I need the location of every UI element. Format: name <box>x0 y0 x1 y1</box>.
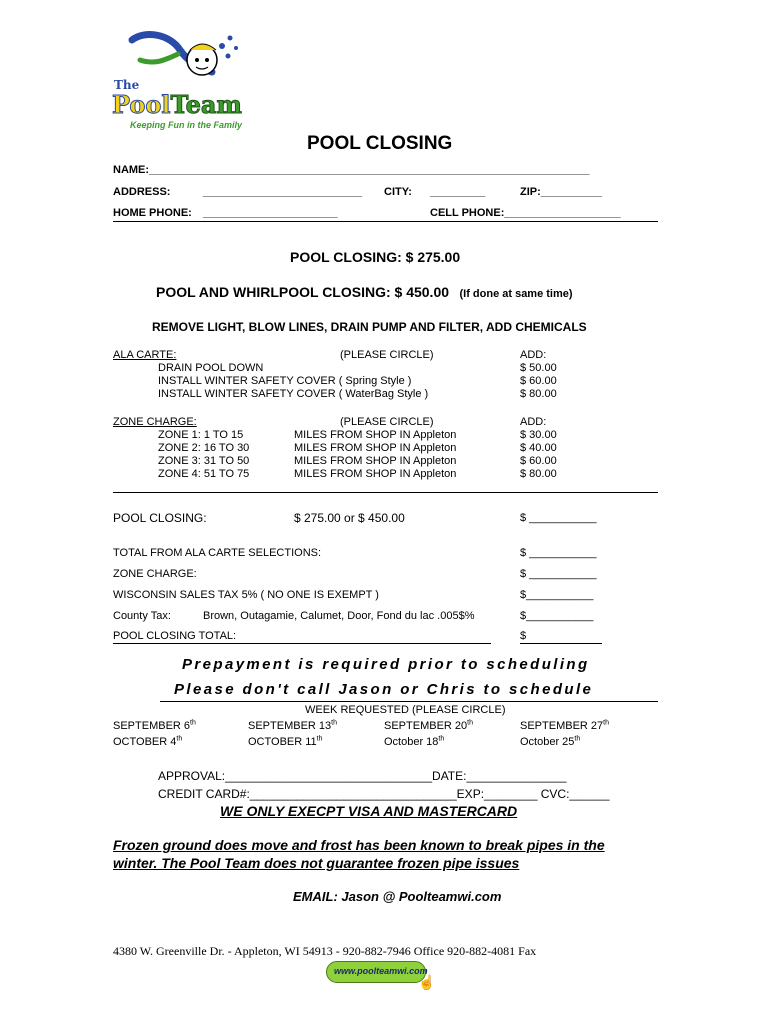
week-option[interactable]: OCTOBER 11th <box>248 735 323 748</box>
address-label: ADDRESS: <box>113 186 171 198</box>
pool-team-logo <box>100 20 260 135</box>
sales-tax-field[interactable]: $___________ <box>520 589 594 601</box>
total-zone-field[interactable]: $ ___________ <box>520 568 597 580</box>
logo-team: Team <box>170 90 242 119</box>
zone-range[interactable]: ZONE 2: 16 TO 30 <box>158 442 250 454</box>
ala-carte-price: $ 80.00 <box>520 388 557 400</box>
zone-divider <box>113 492 658 493</box>
grand-total-line <box>113 643 491 644</box>
address-field[interactable]: __________________________ <box>203 186 363 198</box>
zone-miles: MILES FROM SHOP IN Appleton <box>294 468 457 480</box>
week-option[interactable]: SEPTEMBER 27th <box>520 719 609 732</box>
zone-range[interactable]: ZONE 3: 31 TO 50 <box>158 455 250 467</box>
ala-carte-item[interactable]: DRAIN POOL DOWN <box>158 362 264 374</box>
footer-address: 4380 W. Greenville Dr. - Appleton, WI 54913 - 920-882-7946 Office 920-882-4081 Fax <box>113 944 537 958</box>
logo-the: The <box>114 78 140 92</box>
service-includes: REMOVE LIGHT, BLOW LINES, DRAIN PUMP AND FILTER, ADD CHEMICALS <box>152 320 587 334</box>
zone-price: $ 30.00 <box>520 429 557 441</box>
grand-total-field[interactable]: $ <box>520 630 527 642</box>
week-option[interactable]: October 18th <box>384 735 445 748</box>
name-field[interactable]: NAME:________________________________________________________________________ <box>113 164 590 176</box>
week-option[interactable]: SEPTEMBER 20th <box>384 719 473 732</box>
ala-carte-item[interactable]: INSTALL WINTER SAFETY COVER ( WaterBag Style ) <box>158 388 429 400</box>
zone-charge-circle: (PLEASE CIRCLE) <box>340 416 434 428</box>
form-divider <box>113 221 658 222</box>
cell-phone-field[interactable]: CELL PHONE:___________________ <box>430 207 621 219</box>
pool-whirlpool-note: (If done at same time) <box>459 288 573 300</box>
email-contact[interactable]: EMAIL: Jason @ Poolteamwi.com <box>293 889 502 904</box>
total-pool-closing-field[interactable]: $ ___________ <box>520 512 597 524</box>
city-field[interactable]: _________ <box>430 186 486 198</box>
zip-field[interactable]: ZIP:__________ <box>520 186 602 198</box>
ala-carte-add: ADD: <box>520 349 547 361</box>
week-option[interactable]: October 25th <box>520 735 581 748</box>
week-option[interactable]: SEPTEMBER 6th <box>113 719 196 732</box>
zone-charge-header: ZONE CHARGE: <box>113 416 197 428</box>
cards-accepted: WE ONLY EXECPT VISA AND MASTERCARD <box>220 803 518 819</box>
pool-whirlpool-price: POOL AND WHIRLPOOL CLOSING: $ 450.00 <box>156 284 450 300</box>
total-ala-carte-field[interactable]: $ ___________ <box>520 547 597 559</box>
zone-range[interactable]: ZONE 1: 1 TO 15 <box>158 429 244 441</box>
ala-carte-price: $ 50.00 <box>520 362 557 374</box>
ala-carte-header: ALA CARTE: <box>113 349 177 361</box>
total-ala-carte-label: TOTAL FROM ALA CARTE SELECTIONS: <box>113 547 322 559</box>
pool-closing-price: POOL CLOSING: $ 275.00 <box>290 249 461 265</box>
week-requested-header: WEEK REQUESTED (PLEASE CIRCLE) <box>305 704 506 716</box>
zone-miles: MILES FROM SHOP IN Appleton <box>294 429 457 441</box>
zone-price: $ 80.00 <box>520 468 557 480</box>
notice-divider <box>160 701 658 702</box>
logo-tagline: Keeping Fun in the Family <box>130 120 243 130</box>
zone-price: $ 60.00 <box>520 455 557 467</box>
zone-miles: MILES FROM SHOP IN Appleton <box>294 455 457 467</box>
total-pool-closing-options: $ 275.00 or $ 450.00 <box>294 511 405 525</box>
zone-charge-add: ADD: <box>520 416 547 428</box>
ala-carte-price: $ 60.00 <box>520 375 557 387</box>
cursor-hand-icon: ☝ <box>418 974 436 990</box>
home-phone-field[interactable]: ______________________ <box>203 207 338 219</box>
ala-carte-item[interactable]: INSTALL WINTER SAFETY COVER ( Spring Style ) <box>158 375 412 387</box>
home-phone-label: HOME PHONE: <box>113 207 192 219</box>
county-tax-field[interactable]: $___________ <box>520 610 594 622</box>
week-option[interactable]: SEPTEMBER 13th <box>248 719 337 732</box>
page-title: POOL CLOSING <box>307 133 453 154</box>
prepayment-notice: Prepayment is required prior to scheduling <box>182 656 590 673</box>
week-option[interactable]: OCTOBER 4th <box>113 735 183 748</box>
dont-call-notice: Please don't call Jason or Chris to schedule <box>174 681 594 698</box>
website-link[interactable]: www.poolteamwi.com <box>334 966 428 976</box>
sales-tax-label: WISCONSIN SALES TAX 5% ( NO ONE IS EXEMPT ) <box>113 589 379 601</box>
website-button[interactable] <box>326 961 426 983</box>
zone-range[interactable]: ZONE 4: 51 TO 75 <box>158 468 250 480</box>
frost-warning-line2: winter. The Pool Team does not guarantee frozen pipe issues <box>113 855 520 871</box>
ala-carte-circle: (PLEASE CIRCLE) <box>340 349 434 361</box>
county-tax-list: Brown, Outagamie, Calumet, Door, Fond du lac .005$% <box>203 610 475 622</box>
approval-field[interactable]: APPROVAL:_______________________________DATE:_______________ <box>158 769 567 783</box>
total-pool-closing-label: POOL CLOSING: <box>113 511 207 525</box>
city-label: CITY: <box>384 186 412 198</box>
logo-pool: Pool <box>112 90 171 119</box>
total-zone-label: ZONE CHARGE: <box>113 568 197 580</box>
frost-warning-line1: Frozen ground does move and frost has been known to break pipes in the <box>113 837 605 853</box>
zone-price: $ 40.00 <box>520 442 557 454</box>
zone-miles: MILES FROM SHOP IN Appleton <box>294 442 457 454</box>
grand-total-label: POOL CLOSING TOTAL: <box>113 630 237 642</box>
county-tax-label: County Tax: <box>113 610 171 622</box>
credit-card-field[interactable]: CREDIT CARD#:_______________________________EXP:________ CVC:______ <box>158 787 610 801</box>
grand-total-field-line <box>520 643 602 644</box>
